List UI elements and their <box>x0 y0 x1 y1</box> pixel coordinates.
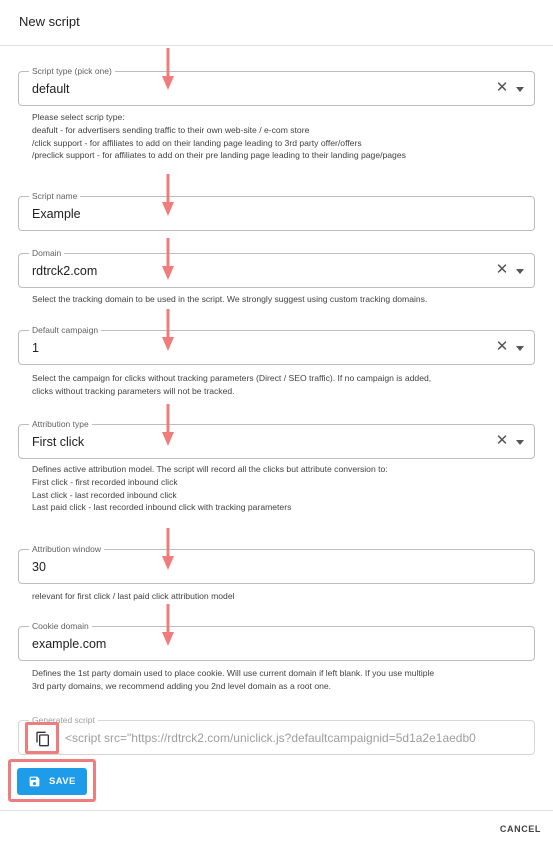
cookie-domain-label: Cookie domain <box>29 620 92 632</box>
help-line: Please select scrip type: <box>32 112 125 122</box>
copy-icon[interactable] <box>35 731 51 747</box>
help-line: Defines active attribution model. The script will record all the clicks but attribute conversion to: <box>32 464 388 474</box>
help-line: Select the campaign for clicks without tracking parameters (Direct / SEO traffic). If no campaign is added, <box>32 373 432 383</box>
script-type-value: default <box>32 82 70 96</box>
help-line: Last paid click - last recorded inbound click with tracking parameters <box>32 502 292 513</box>
attribution-type-value: First click <box>32 435 85 449</box>
script-type-help <box>32 111 542 162</box>
arrow-down-icon <box>162 404 174 446</box>
save-button-label: SAVE <box>49 776 76 787</box>
attribution-window-value: 30 <box>32 560 46 574</box>
help-line: 3rd party domains, we recommend adding you 2nd level domain as a root one. <box>32 680 332 691</box>
help-line: Last click - last recorded inbound click <box>32 489 177 500</box>
attribution-window-field[interactable] <box>18 544 535 584</box>
arrow-down-icon <box>162 528 174 570</box>
help-line: Select the tracking domain to be used in the script. We strongly suggest using custom tracking domains. <box>32 294 428 304</box>
domain-select[interactable] <box>18 248 535 288</box>
help-line: Defines the 1st party domain used to place cookie. Will use current domain if left blank. If you use multiple <box>32 668 435 678</box>
default-campaign-label: Default campaign <box>29 324 101 336</box>
close-icon[interactable]: ✕ <box>495 338 509 355</box>
help-line: clicks without tracking parameters will not be tracked. <box>32 385 235 396</box>
generated-script-label: Generated script <box>29 714 98 726</box>
arrow-down-icon <box>162 309 174 351</box>
generated-script-value: <script src="https://rdtrck2.com/uniclick.js?defaultcampaignid=5d1a2e1aedb0 <box>65 731 476 745</box>
header-divider <box>0 45 553 46</box>
attribution-type-help <box>32 463 542 514</box>
cookie-domain-help <box>32 667 542 693</box>
save-button[interactable] <box>17 768 87 795</box>
default-campaign-help <box>32 372 542 398</box>
close-icon[interactable]: ✕ <box>495 432 509 449</box>
close-icon[interactable]: ✕ <box>495 261 509 278</box>
generated-script-field[interactable] <box>18 715 535 755</box>
chevron-down-icon[interactable] <box>516 346 524 351</box>
copy-highlight <box>25 722 59 754</box>
attribution-type-select[interactable] <box>18 419 535 459</box>
script-type-select[interactable] <box>18 66 535 106</box>
domain-value: rdtrck2.com <box>32 264 98 278</box>
script-name-label: Script name <box>29 190 80 202</box>
default-campaign-select[interactable] <box>18 325 535 365</box>
attribution-window-label: Attribution window <box>29 543 104 555</box>
script-name-field[interactable] <box>18 191 535 231</box>
chevron-down-icon[interactable] <box>516 440 524 445</box>
script-type-label: Script type (pick one) <box>29 65 115 77</box>
help-line: /click support - for affiliates to add on their landing page leading to 3rd party offer/offers <box>32 137 362 148</box>
floppy-disk-icon <box>28 775 41 788</box>
default-campaign-value: 1 <box>32 341 39 355</box>
arrow-down-icon <box>162 604 174 646</box>
footer-divider <box>0 810 553 811</box>
cookie-domain-value: example.com <box>32 637 107 651</box>
help-line: /preclick support - for affiliates to add on their pre landing page leading to their landing page/pages <box>32 150 406 161</box>
cookie-domain-field[interactable] <box>18 621 535 661</box>
help-line: relevant for first click / last paid click attribution model <box>32 591 235 601</box>
arrow-down-icon <box>162 238 174 280</box>
attribution-type-label: Attribution type <box>29 418 92 430</box>
cancel-button[interactable]: CANCEL <box>499 824 541 834</box>
arrow-down-icon <box>162 48 174 90</box>
arrow-down-icon <box>162 174 174 216</box>
close-icon[interactable]: ✕ <box>495 79 509 96</box>
chevron-down-icon[interactable] <box>516 269 524 274</box>
help-line: deafult - for advertisers sending traffic to their own web-site / e-com store <box>32 124 310 135</box>
attribution-window-help <box>32 590 542 603</box>
script-name-value: Example <box>32 207 81 221</box>
dialog-title: New script <box>19 14 80 29</box>
chevron-down-icon[interactable] <box>516 87 524 92</box>
help-line: First click - first recorded inbound click <box>32 476 178 487</box>
domain-label: Domain <box>29 247 64 259</box>
domain-help <box>32 293 542 306</box>
